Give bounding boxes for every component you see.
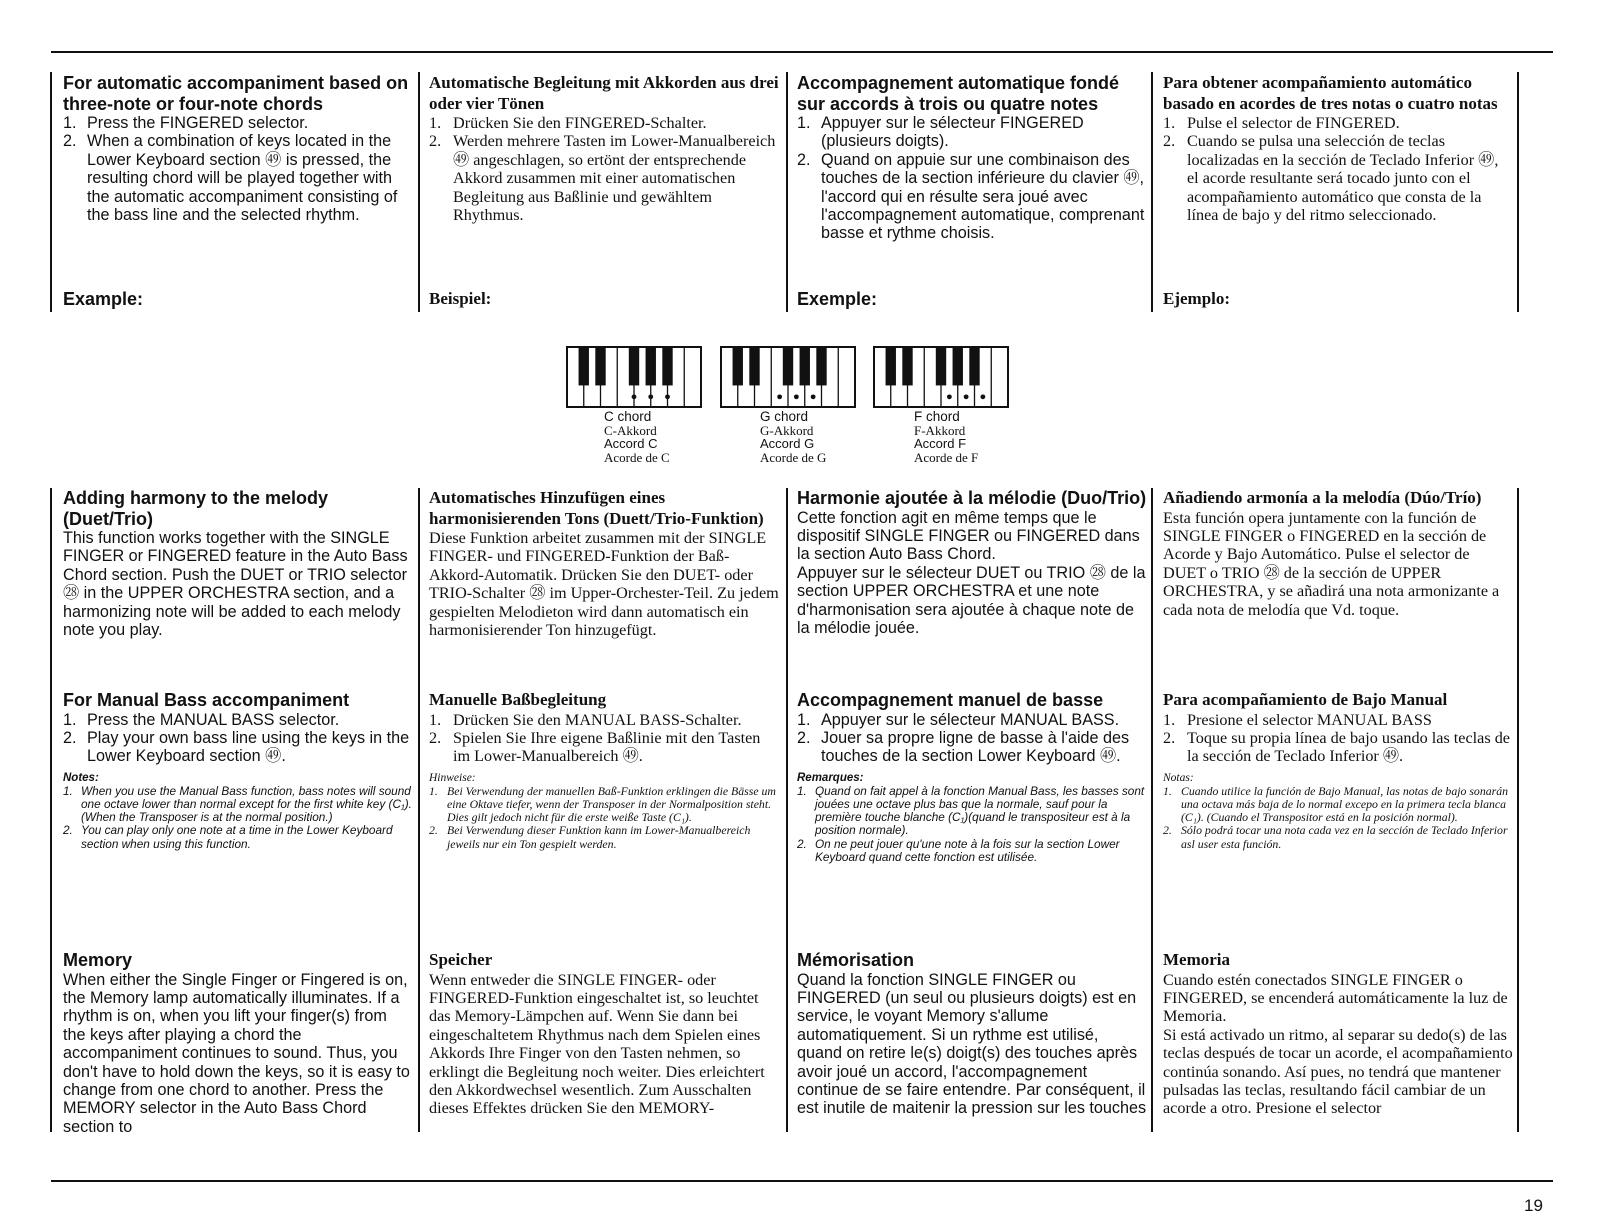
notes-list (797, 785, 1147, 864)
chord-label-french: Accord G (760, 436, 815, 452)
example-label: Ejemplo: (1163, 289, 1231, 308)
notes-list (429, 785, 779, 851)
step-list (797, 711, 1147, 766)
harmony-section (797, 488, 1147, 637)
pressed-key-dot (777, 394, 782, 399)
notes-heading: Notes: (63, 771, 99, 784)
chord-label-french: Accord C (604, 436, 658, 452)
notes-heading: Hinweise: (429, 771, 476, 784)
keyboard-g-chord-svg (720, 346, 856, 408)
black-key (662, 347, 672, 385)
black-key (969, 347, 979, 385)
step-item: 1. Presione el selector MANUAL BASS (1163, 710, 1432, 729)
notes-heading: Notas: (1163, 771, 1194, 784)
black-key (886, 347, 896, 385)
black-key (629, 347, 639, 385)
manual-bass-section (797, 690, 1147, 864)
memory-section (429, 950, 779, 1118)
section-title: Mémorisation (797, 950, 915, 970)
pressed-key-dot (964, 394, 969, 399)
step-item: 2. Spielen Sie Ihre eigene Baßlinie mit den Tasten im Lower-Manualbereich ㊾. (429, 728, 761, 766)
black-key (816, 347, 826, 385)
keyboard-diagram-f-chord (873, 346, 1009, 413)
step-list (797, 114, 1147, 243)
section-title: Añadiendo armonía a la melodía (Dúo/Trío) (1163, 488, 1482, 507)
top-rule (51, 51, 1553, 53)
step-item: 1. Appuyer sur le sélecteur MANUAL BASS. (797, 710, 1120, 729)
chord-label-german: C-Akkord (604, 422, 657, 438)
keyboard-diagram-c-chord (566, 346, 702, 413)
step-item: 1. Drücken Sie den MANUAL BASS-Schalter. (429, 710, 742, 729)
section-body: Diese Funktion arbeitet zusammen mit der SINGLE FINGER- und FINGERED-Funktion der Baß-Akkord-Automatik. Drücken Sie den DUET- oder TRIO-Schalter ㉘ im Upper-Orchester-Teil. Zu jedem gespielten Melodieton wird dann automatisch ein harmonisierender Ton hinzugefügt. (429, 529, 779, 640)
step-item: 2. When a combination of keys located in the Lower Keyboard section ㊾ is pressed, the resulting chord will be played together with the automatic accompaniment consisting of the bass line and the selected rhythm. (63, 132, 398, 225)
chord-label-german: G-Akkord (760, 422, 814, 438)
keyboard-diagram-g-chord (720, 346, 856, 413)
step-item: 2. Werden mehrere Tasten im Lower-Manualbereich ㊾ angeschlagen, so ertönt der entsprechende Akkord zusammen mit einer automatischen Begleitung aus Baßlinie und gewähltem Rhythmus. (429, 132, 776, 225)
step-item: 2. Jouer sa propre ligne de basse à l'aide des touches de la section Lower Keyboard ㊾. (797, 728, 1130, 766)
manual-bass-section (429, 690, 779, 851)
black-key (749, 347, 759, 385)
section-title: Manuelle Baßbegleitung (429, 690, 607, 709)
note-item: 1. Cuando utilice la función de Bajo Manual, las notas de bajo sonarán una octava más baja de lo normal excepo en la primera tecla blanca (C₁). (Cuando el Transpositor está en la posición normal). (1163, 783, 1509, 825)
pressed-key-dot (648, 394, 653, 399)
section-body: Esta función opera juntamente con la función de SINGLE FINGER o FINGERED en la sección de Acorde y Bajo Automático. Pulse el selector de DUET o TRIO ㉘ de la sección de UPPER ORCHESTRA, y se añadirá una nota armonizante a cada nota de melodía que Vd. toque. (1163, 508, 1500, 619)
section-title: For Manual Bass accompaniment (63, 690, 350, 710)
black-key (783, 347, 793, 385)
section-title: Speicher (429, 950, 493, 969)
notes-heading: Remarques: (797, 771, 864, 784)
note-item: 1. When you use the Manual Bass function, bass notes will sound one octave lower than normal except for the first white key (C₁). (When the Transposer is at the normal position.) (63, 783, 412, 825)
harmony-section (429, 488, 779, 639)
chord-label-german: F-Akkord (914, 422, 966, 438)
chord-label-spanish: Acorde de C (604, 449, 670, 465)
section-body: Wenn entweder die SINGLE FINGER- oder FINGERED-Funktion eingeschaltet ist, so leuchtet das Memory-Lämpchen auf. Wenn Sie dann bei eingeschaltetem Rhythmus nach dem Spielen eines Akkords Ihre Finger von den Tasten nehmen, so erklingt die Begleitung noch weiter. Dies erleichtert den Akkordwechsel wesentlich. Zum Ausschalten dieses Effektes drücken Sie den MEMORY- (429, 970, 765, 1118)
section-body: Si está activado un ritmo, al separar su dedo(s) de las teclas después de tocar un acorde, el acompañamiento continúa sonando. Así pues, no tendrá que mantener pulsadas las teclas, resultando fácil cambiar de un acorde a otro. Presione el selector (1163, 1025, 1513, 1118)
harmony-section (63, 488, 413, 639)
section-title: Memory (63, 950, 133, 970)
notes-list (1163, 785, 1513, 851)
note-item: 2. Bei Verwendung dieser Funktion kann im Lower-Manualbereich jeweils nur ein Ton gespielt werden. (429, 823, 751, 851)
notes-list (63, 785, 413, 851)
section-title: Para obtener acompañamiento automático basado en acordes de tres notas o cuatro notas (1163, 73, 1498, 113)
note-item: 1. Quand on fait appel à la fonction Manual Bass, les basses sont jouées une octave plus bas que la normale, sauf pour la première touche blanche (C₁)(quand le transpositeur est à la position normale). (797, 783, 1145, 838)
section-title: Memoria (1163, 950, 1231, 969)
chord-label-english: C chord (604, 409, 652, 424)
section-title: Automatische Begleitung mit Akkorden aus drei oder vier Tönen (429, 73, 779, 113)
section-body: Cette fonction agit en même temps que le dispositif SINGLE FINGER ou FINGERED dans la section Auto Bass Chord. (797, 508, 1140, 564)
page-number: 19 (1524, 1196, 1543, 1215)
column-spanish (1163, 73, 1513, 224)
pressed-key-dot (980, 394, 985, 399)
step-item: 1. Pulse el selector de FINGERED. (1163, 114, 1400, 132)
black-key (733, 347, 743, 385)
note-item: 2. Sólo podrá tocar una nota cada vez en la sección de Teclado Inferior asl user esta función. (1163, 823, 1508, 851)
memory-section (797, 950, 1147, 1118)
example-label: Exemple: (797, 289, 878, 309)
pressed-key-dot (665, 394, 670, 399)
chord-label-f (914, 410, 978, 464)
note-item: 2. You can play only one note at a time in the Lower Keyboard section when using this function. (63, 823, 393, 851)
step-list (1163, 114, 1513, 224)
step-list (429, 711, 779, 766)
black-key (953, 347, 963, 385)
section-body: Quand la fonction SINGLE FINGER ou FINGERED (un seul ou plusieurs doigts) est en service, le voyant Memory s'allume automatiquement. Si un rythme est utilisé, quand on retire le(s) doigt(s) des touches après avoir joué un accord, l'accompagnement continue de se faire entendre. Par conséquent, il est inutile de maitenir la pression sur les touches (797, 970, 1147, 1118)
memory-section (63, 950, 413, 1136)
section-title: Para acompañamiento de Bajo Manual (1163, 690, 1448, 709)
memory-section (1163, 950, 1513, 1118)
column-divider (786, 72, 788, 312)
section-title: Accompagnement manuel de basse (797, 690, 1104, 710)
column-divider (786, 488, 788, 1132)
step-list (63, 114, 413, 224)
section-title: Adding harmony to the melody (Duet/Trio) (63, 488, 329, 529)
column-divider (50, 72, 52, 312)
column-divider (1517, 72, 1519, 312)
chord-label-english: F chord (914, 409, 960, 424)
black-key (595, 347, 605, 385)
section-title: Automatisches Hinzufügen eines harmonisierenden Tons (Duett/Trio-Funktion) (429, 488, 764, 528)
pressed-key-dot (811, 394, 816, 399)
step-item: 2. Toque su propia línea de bajo usando las teclas de la sección de Teclado Inferior ㊾. (1163, 728, 1510, 766)
harmony-section (1163, 488, 1513, 619)
chord-label-g (760, 410, 826, 464)
section-body: This function works together with the SINGLE FINGER or FINGERED feature in the Auto Bass Chord section. Push the DUET or TRIO selector ㉘ in the UPPER ORCHESTRA section, and a harmonizing note will be added to each melody note you play. (63, 529, 408, 640)
chord-label-french: Accord F (914, 436, 967, 452)
step-item: 2. Cuando se pulsa una selección de teclas localizadas en la sección de Teclado Inferior ㊾, el acorde resultante será tocado junto con el acompañamiento automático que consta de la línea de bajo y del ritmo seleccionado. (1163, 132, 1499, 225)
step-list (1163, 711, 1513, 766)
column-divider (50, 488, 52, 1132)
column-divider (418, 72, 420, 312)
column-german (429, 73, 779, 224)
chord-label-spanish: Acorde de G (760, 449, 827, 465)
chord-label-english: G chord (760, 409, 809, 424)
example-label: Example: (63, 289, 144, 309)
step-item: 2. Quand on appuie sur une combinaison des touches de la section inférieure du clavier ㊾, l'accord qui en résulte sera joué avec l'accompagnement automatique, comprenant basse et rythme choisis. (797, 150, 1145, 243)
step-item: 1. Press the MANUAL BASS selector. (63, 710, 340, 729)
keyboard-c-chord-svg (566, 346, 702, 408)
black-key (902, 347, 912, 385)
column-divider (1151, 72, 1153, 312)
section-body: Cuando estén conectados SINGLE FINGER o FINGERED, se encenderá automáticamente la luz de Memoria. (1163, 970, 1508, 1026)
black-key (936, 347, 946, 385)
section-body: When either the Single Finger or Fingered is on, the Memory lamp automatically illuminates. If a rhythm is on, when you lift your finger(s) from the keys after playing a chord the accompaniment continues to sound. Thus, you don't have to hold down the keys, so it is easy to change from one chord to another. Press the MEMORY selector in the Auto Bass Chord section to (63, 970, 410, 1136)
keyboard-f-chord-svg (873, 346, 1009, 408)
manual-bass-section (1163, 690, 1513, 851)
step-item: 1. Appuyer sur le sélecteur FINGERED (plusieurs doigts). (797, 114, 1084, 151)
chord-label-c (604, 410, 670, 464)
section-title: Harmonie ajoutée à la mélodie (Duo/Trio) (797, 488, 1147, 508)
column-divider (1517, 488, 1519, 1132)
pressed-key-dot (794, 394, 799, 399)
pressed-key-dot (632, 394, 637, 399)
column-divider (1151, 488, 1153, 1132)
step-list (63, 711, 413, 766)
bottom-rule (51, 1180, 1553, 1182)
column-divider (418, 488, 420, 1132)
section-body: Appuyer sur le sélecteur DUET ou TRIO ㉘ de la section UPPER ORCHESTRA et une note d'harmonisation sera ajoutée à chaque note de la mélodie jouée. (797, 563, 1146, 637)
section-title: For automatic accompaniment based on three-note or four-note chords (63, 73, 409, 114)
column-french (797, 73, 1147, 243)
step-item: 1. Press the FINGERED selector. (63, 114, 309, 132)
example-label: Beispiel: (429, 289, 492, 308)
step-item: 2. Play your own bass line using the keys in the Lower Keyboard section ㊾. (63, 728, 410, 766)
chord-label-spanish: Acorde de F (914, 449, 979, 465)
black-key (579, 347, 589, 385)
pressed-key-dot (947, 394, 952, 399)
step-list (429, 114, 779, 224)
step-item: 1. Drücken Sie den FINGERED-Schalter. (429, 114, 707, 132)
manual-bass-section (63, 690, 413, 851)
section-title: Accompagnement automatique fondé sur accords à trois ou quatre notes (797, 73, 1120, 114)
black-key (646, 347, 656, 385)
black-key (800, 347, 810, 385)
column-english (63, 73, 413, 224)
note-item: 2. On ne peut jouer qu'une note à la fois sur la section Lower Keyboard quand cette fonction est utilisée. (797, 836, 1120, 864)
note-item: 1. Bei Verwendung der manuellen Baß-Funktion erklingen die Bässe um eine Oktave tiefer, wenn der Transposer in der Normalposition steht. Dies gilt jedoch nicht für die erste weiße Taste (C₁). (429, 783, 776, 825)
